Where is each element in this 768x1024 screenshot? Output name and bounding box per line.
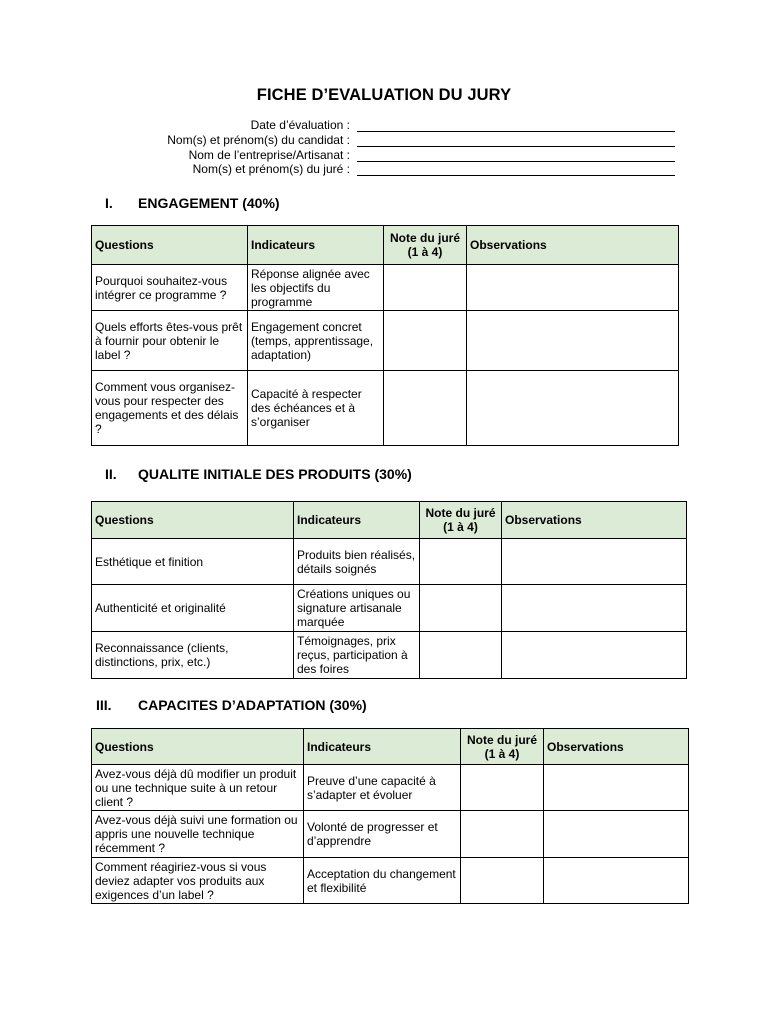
evaluation-table [91, 225, 679, 446]
note-cell[interactable] [420, 539, 502, 585]
table-row [92, 371, 679, 446]
section-title: ENGAGEMENT (40%) [138, 195, 280, 211]
field-input-line[interactable] [357, 146, 675, 147]
field-label: Nom de l’entreprise/Artisanat : [188, 148, 350, 162]
header-questions: Questions [92, 729, 304, 765]
field-company [0, 148, 768, 163]
header-indicators: Indicateurs [248, 226, 384, 265]
observations-cell[interactable] [544, 811, 689, 858]
question-cell: Comment vous organisez-vous pour respecter des engagements et des délais ? [92, 371, 248, 446]
observations-cell[interactable] [467, 311, 679, 371]
indicator-cell: Produits bien réalisés, détails soignés [294, 539, 420, 585]
section-number: II. [105, 466, 117, 482]
section-number: III. [96, 697, 112, 713]
indicator-cell: Témoignages, prix reçus, participation à des foires [294, 632, 420, 679]
note-cell[interactable] [384, 311, 467, 371]
observations-cell[interactable] [467, 265, 679, 311]
evaluation-table [91, 728, 689, 904]
header-observations: Observations [467, 226, 679, 265]
header-indicators: Indicateurs [304, 729, 461, 765]
field-candidate [0, 133, 768, 148]
header-questions: Questions [92, 502, 294, 539]
table-row [92, 858, 689, 904]
table-row [92, 265, 679, 311]
observations-cell[interactable] [467, 371, 679, 446]
question-cell: Quels efforts êtes-vous prêt à fournir pour obtenir le label ? [92, 311, 248, 371]
indicator-cell: Volonté de progresser et d’apprendre [304, 811, 461, 858]
question-cell: Avez-vous déjà suivi une formation ou appris une nouvelle technique récemment ? [92, 811, 304, 858]
note-cell[interactable] [461, 858, 544, 904]
field-input-line[interactable] [357, 131, 675, 132]
question-cell: Pourquoi souhaitez-vous intégrer ce programme ? [92, 265, 248, 311]
document-title: FICHE D’EVALUATION DU JURY [256, 86, 512, 104]
note-cell[interactable] [461, 765, 544, 811]
indicator-cell: Réponse alignée avec les objectifs du programme [248, 265, 384, 311]
indicator-cell: Acceptation du changement et flexibilité [304, 858, 461, 904]
table-row [92, 539, 687, 585]
header-questions: Questions [92, 226, 248, 265]
header-note: Note du juré (1 à 4) [384, 226, 467, 265]
question-cell: Esthétique et finition [92, 539, 294, 585]
observations-cell[interactable] [502, 539, 687, 585]
question-cell: Comment réagiriez-vous si vous deviez adapter vos produits aux exigences d’un label ? [92, 858, 304, 904]
field-label: Nom(s) et prénom(s) du candidat : [167, 133, 350, 147]
question-cell: Avez-vous déjà dû modifier un produit ou une technique suite à un retour client ? [92, 765, 304, 811]
indicator-cell: Preuve d’une capacité à s’adapter et évoluer [304, 765, 461, 811]
field-label: Nom(s) et prénom(s) du juré : [192, 162, 350, 176]
note-cell[interactable] [420, 632, 502, 679]
field-juror [0, 162, 768, 177]
note-cell[interactable] [461, 811, 544, 858]
question-cell: Reconnaissance (clients, distinctions, prix, etc.) [92, 632, 294, 679]
note-cell[interactable] [384, 265, 467, 311]
field-input-line[interactable] [357, 175, 675, 176]
note-cell[interactable] [420, 585, 502, 632]
header-indicators: Indicateurs [294, 502, 420, 539]
observations-cell[interactable] [544, 858, 689, 904]
table-row [92, 811, 689, 858]
table-row [92, 311, 679, 371]
observations-cell[interactable] [544, 765, 689, 811]
header-note: Note du juré (1 à 4) [420, 502, 502, 539]
observations-cell[interactable] [502, 632, 687, 679]
field-label: Date d’évaluation : [250, 118, 350, 132]
observations-cell[interactable] [502, 585, 687, 632]
table-row [92, 765, 689, 811]
header-note: Note du juré (1 à 4) [461, 729, 544, 765]
note-cell[interactable] [384, 371, 467, 446]
field-date [0, 118, 768, 133]
header-observations: Observations [544, 729, 689, 765]
section-title: QUALITE INITIALE DES PRODUITS (30%) [138, 466, 412, 482]
indicator-cell: Capacité à respecter des échéances et à s’organiser [248, 371, 384, 446]
table-row [92, 632, 687, 679]
indicator-cell: Engagement concret (temps, apprentissage, adaptation) [248, 311, 384, 371]
indicator-cell: Créations uniques ou signature artisanale marquée [294, 585, 420, 632]
section-number: I. [105, 195, 113, 211]
table-row [92, 585, 687, 632]
question-cell: Authenticité et originalité [92, 585, 294, 632]
section-title: CAPACITES D’ADAPTATION (30%) [138, 697, 367, 713]
evaluation-table [91, 501, 687, 679]
header-observations: Observations [502, 502, 687, 539]
